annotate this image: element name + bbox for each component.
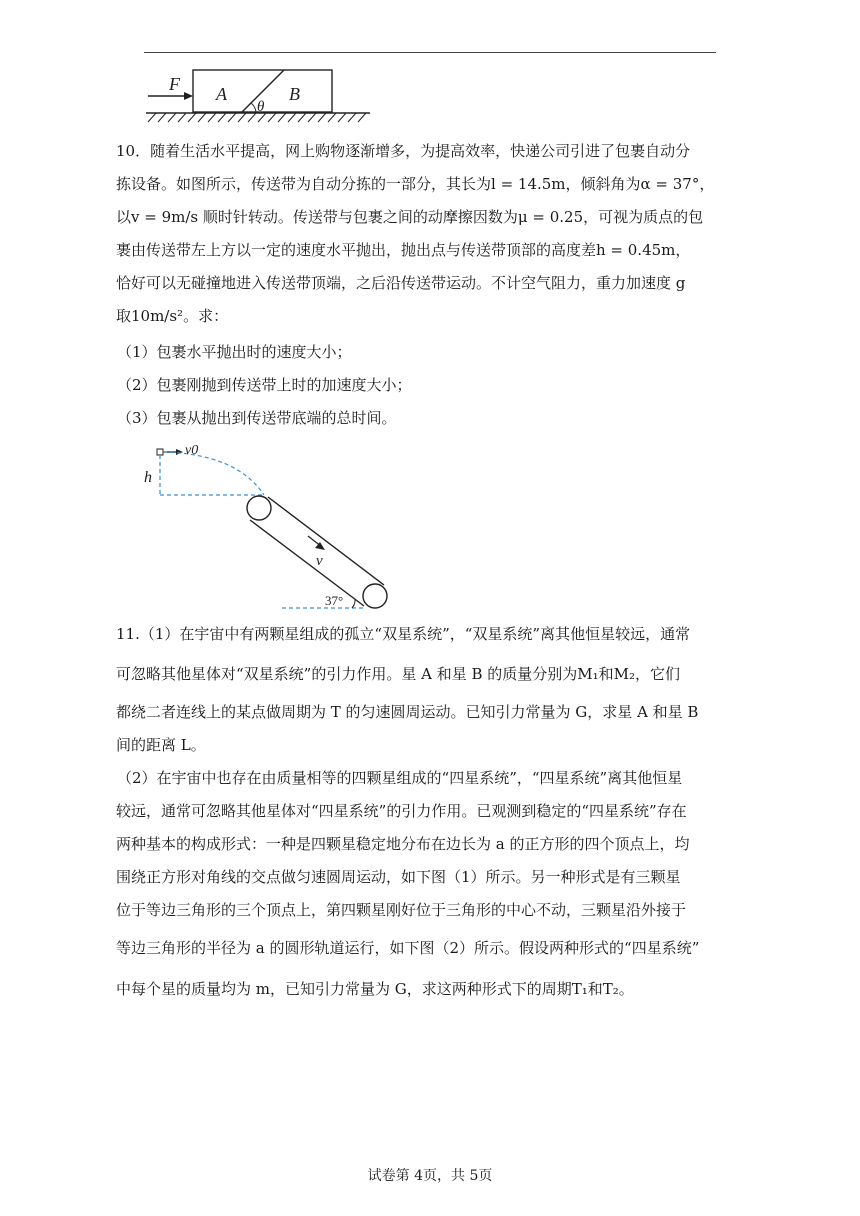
- conveyor-figure: [142, 440, 402, 610]
- bottom-pulley: [363, 584, 387, 608]
- q10-line-4: 裹由传送带左上方以一定的速度水平抛出，抛出点与传送带顶部的高度差h = 0.45m，: [116, 241, 691, 259]
- block-a-label: A: [216, 84, 227, 104]
- angle-37-label: 37°: [325, 593, 344, 608]
- angle-arc-37: [352, 599, 355, 608]
- q11-line-3: 都绕二者连线上的某点做周期为 T 的匀速圆周运动。已知引力常量为 G，求星 A 和星 B: [116, 703, 699, 721]
- angle-theta-label: θ: [257, 99, 265, 115]
- projectile-trajectory: [163, 452, 264, 495]
- v-label: v: [316, 553, 323, 569]
- q10-sub-3: （3）包裹从抛出到传送带底端的总时间。: [117, 409, 397, 427]
- q10-sub-1: （1）包裹水平抛出时的速度大小；: [117, 343, 352, 361]
- package-marker: [157, 449, 163, 455]
- header-rule: [144, 52, 716, 53]
- block-b-label: B: [289, 84, 300, 104]
- page-footer: 试卷第 4页，共 5页: [367, 1168, 493, 1184]
- belt-lower-edge: [250, 520, 364, 606]
- q10-line-2: 拣设备。如图所示，传送带为自动分拣的一部分，其长为l = 14.5m，倾斜角为α = 37°，: [116, 175, 715, 193]
- q10-line-6: 取10m/s²。求：: [116, 307, 229, 325]
- q11-line-7: 两种基本的构成形式：一种是四颗星稳定地分布在边长为 a 的正方形的四个顶点上，均: [116, 835, 690, 853]
- top-pulley: [247, 496, 271, 520]
- q11-line-4: 间的距离 L。: [116, 736, 206, 754]
- belt-upper-edge: [268, 497, 384, 585]
- angle-arc: [251, 103, 256, 112]
- q11-line-10: 等边三角形的半径为 a 的圆形轨道运行，如下图（2）所示。假设两种形式的“四星系统”: [116, 939, 700, 957]
- v0-label: v0: [185, 443, 199, 458]
- q11-line-1: 11.（1）在宇宙中有两颗星组成的孤立“双星系统”，“双星系统”离其他恒星较远，通常: [116, 625, 691, 643]
- q11-line-2: 可忽略其他星体对“双星系统”的引力作用。星 A 和星 B 的质量分别为M₁和M₂，它们: [116, 665, 681, 683]
- v0-arrowhead: [176, 449, 183, 455]
- force-arrowhead: [184, 92, 193, 100]
- force-label: F: [169, 74, 180, 94]
- q10-line-5: 恰好可以无碰撞地进入传送带顶端，之后沿传送带运动。不计空气阻力，重力加速度 g: [116, 274, 686, 292]
- q10-line-3: 以v = 9m/s 顺时针转动。传送带与包裹之间的动摩擦因数为μ = 0.25，可视为质点的包: [116, 208, 704, 226]
- q11-line-6: 较远，通常可忽略其他星体对“四星系统”的引力作用。已观测到稳定的“四星系统”存在: [116, 802, 687, 820]
- q11-line-11: 中每个星的质量均为 m，已知引力常量为 G，求这两种形式下的周期T₁和T₂。: [116, 980, 634, 998]
- q10-sub-2: （2）包裹刚抛到传送带上时的加速度大小；: [117, 376, 412, 394]
- h-label: h: [144, 469, 152, 486]
- block-figure: [144, 66, 374, 126]
- q11-line-9: 位于等边三角形的三个顶点上，第四颗星刚好位于三角形的中心不动，三颗星沿外接于: [116, 901, 687, 919]
- q10-line-1: 10．随着生活水平提高，网上购物逐渐增多，为提高效率，快递公司引进了包裹自动分: [116, 142, 691, 160]
- q11-line-8: 围绕正方形对角线的交点做匀速圆周运动，如下图（1）所示。另一种形式是有三颗星: [116, 868, 681, 886]
- q11-line-5: （2）在宇宙中也存在由质量相等的四颗星组成的“四星系统”，“四星系统”离其他恒星: [117, 769, 683, 787]
